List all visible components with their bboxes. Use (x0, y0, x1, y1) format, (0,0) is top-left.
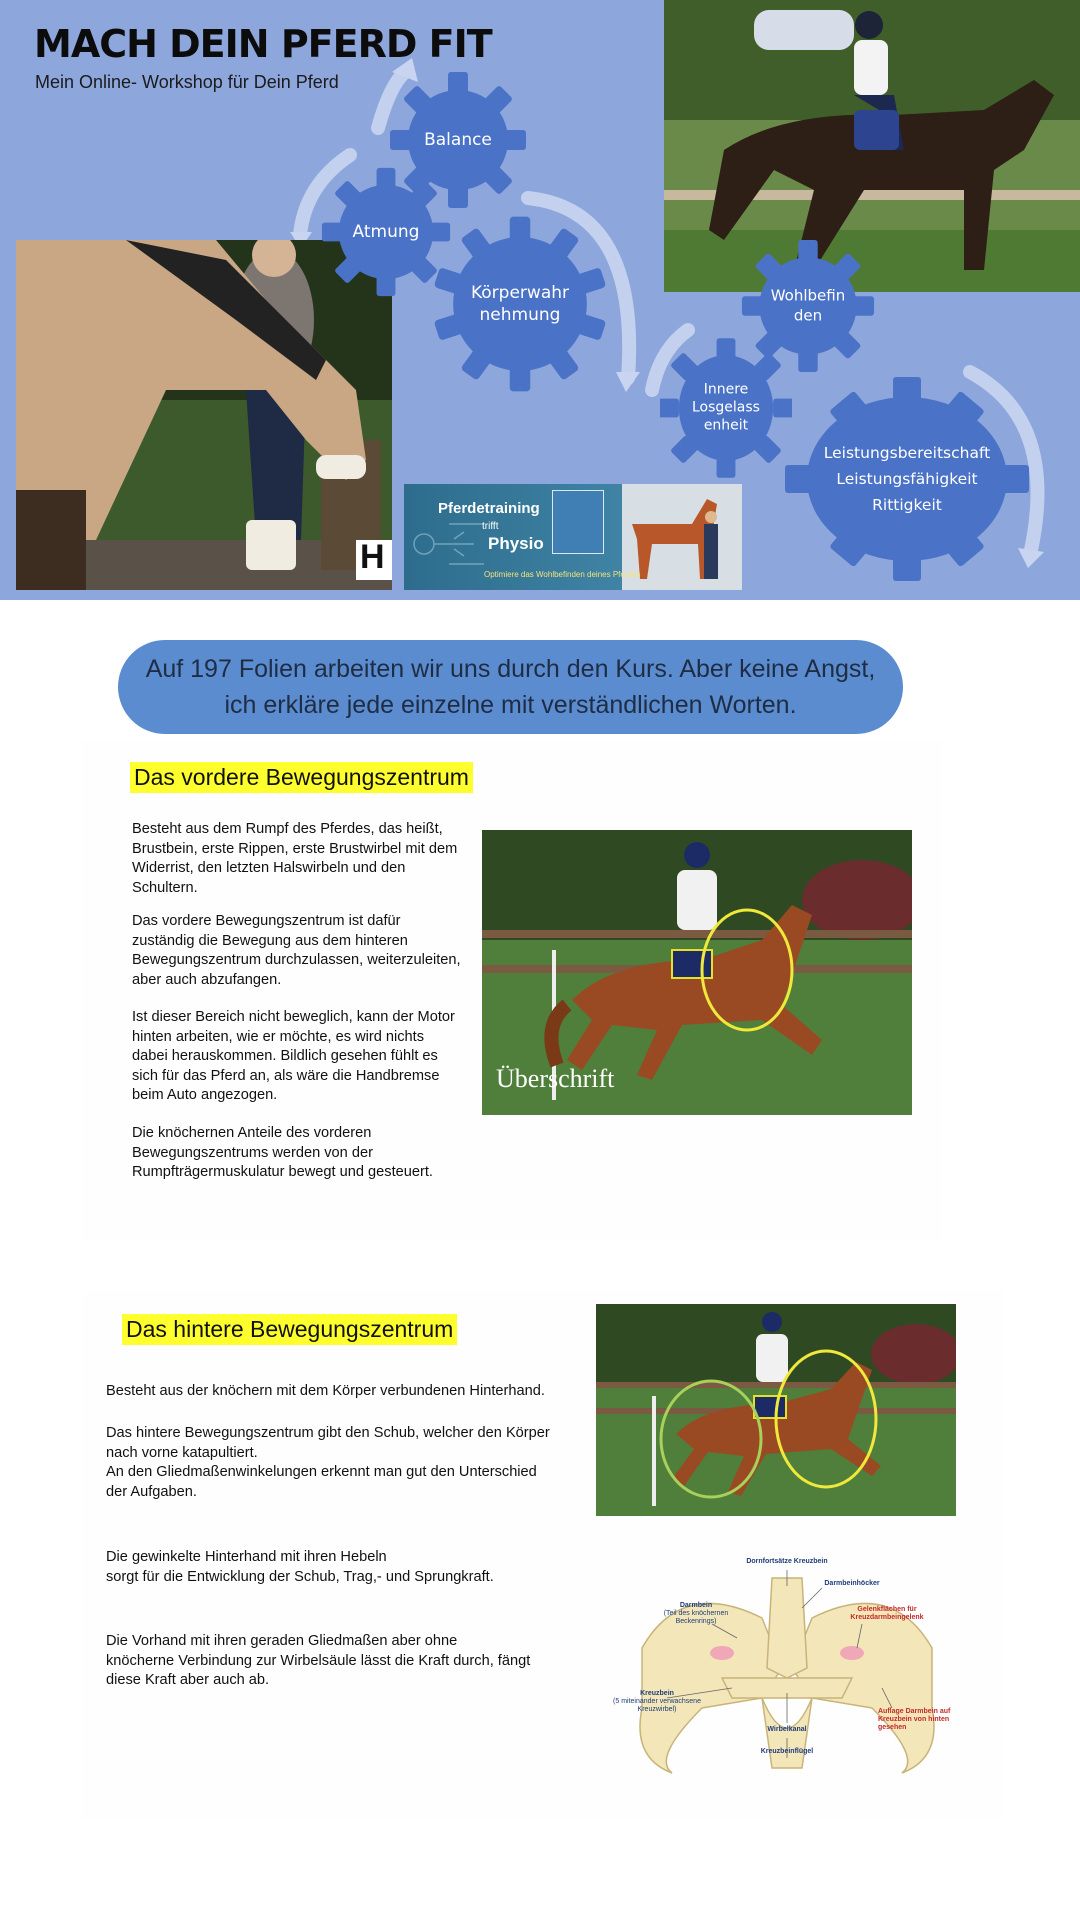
section-rear-paragraph: Besteht aus der knöchern mit dem Körper verbundenen Hinterhand. (106, 1383, 545, 1399)
gear-label: Wohlbefin (770, 286, 846, 305)
gear-label: Leistungsbereitschaft (823, 444, 991, 462)
gear-koerperwahrnehmung (430, 214, 610, 394)
anatomy-label-r3-line: Auflage Darmbein auf (878, 1708, 951, 1715)
section-front-paragraph: Besteht aus dem Rumpf des Pferdes, das heißt, Brustbein, erste Rippen, erste Brustwirbel mit dem Widerrist, den letzten Halswirbeln und den Schultern. (132, 821, 458, 896)
pill-line-1: Auf 197 Folien arbeiten wir uns durch den Kurs. Aber keine Angst, (145, 655, 876, 683)
pelvis-anatomy-diagram (612, 1558, 962, 1790)
section-front-paragraph: Ist dieser Bereich nicht beweglich, kann der Motor hinten arbeiten, wie er möchte, es wird nichts dabei herauskommen. Bildlich gesehen fühlt es sich für das Pferd an, als wäre die Handbremse beim Auto angezogen. (132, 1009, 455, 1104)
hero-title: MACH DEIN PFERD FIT (34, 22, 492, 66)
section-front-heading: Das vordere Bewegungszentrum (130, 762, 473, 793)
anatomy-label-r3-line: Kreuzbein von hinten (878, 1716, 950, 1723)
anatomy-label-l1 (656, 1602, 736, 1626)
hero-subtitle: Mein Online- Workshop für Dein Pferd (35, 72, 339, 92)
anatomy-label-r2-line: Gelenkflächen für (857, 1606, 917, 1613)
anatomy-label-r3-line: gesehen (878, 1724, 907, 1731)
anatomy-label-l2-line: Kreuzwirbel) (637, 1706, 677, 1713)
anatomy-label-l1-line: (Teil des knöchernen (663, 1610, 729, 1617)
anatomy-label-r1: Darmbeinhöcker (824, 1580, 880, 1587)
pill-line-2: ich erkläre jede einzelne mit verständlichen Worten. (224, 691, 797, 719)
anatomy-label-l2-line: (5 miteinander verwachsene (613, 1698, 701, 1705)
section-front-paragraph: Die knöchernen Anteile des vorderen Bewegungszentrums werden von der Rumpfträgermuskulatur bewegt und gesteuert. (132, 1125, 433, 1181)
anatomy-label-r3 (878, 1708, 962, 1732)
photo-jumping-horse-rear (596, 1304, 956, 1516)
gear-leistung (782, 374, 1032, 584)
anatomy-label-r2 (842, 1606, 932, 1622)
photo-jumping-horse-front (482, 830, 912, 1115)
anatomy-label-l2-line: Kreuzbein (640, 1690, 674, 1697)
section-rear-paragraph: Das hintere Bewegungszentrum gibt den Schub, welcher den Körper nach vorne katapultiert. An den Gliedmaßenwinkelungen erkennt man gut den Unterschied der Aufgaben. (106, 1425, 550, 1500)
gear-label: Losgelass (692, 399, 760, 416)
anatomy-label-top: Dornfortsätze Kreuzbein (746, 1558, 828, 1565)
anatomy-label-r2-line: Kreuzdarmbeingelenk (850, 1614, 924, 1621)
book-cover (552, 490, 604, 554)
gear-label: den (793, 306, 823, 324)
banner-line3: Physio (488, 534, 544, 553)
section-rear-paragraph: Die gewinkelte Hinterhand mit ihren Hebeln sorgt für die Entwicklung der Schub, Trag,- und Sprungkraft. (106, 1549, 494, 1585)
promo-banner (404, 484, 742, 590)
section-rear-heading: Das hintere Bewegungszentrum (122, 1314, 457, 1345)
anatomy-label-l2 (612, 1690, 702, 1714)
gear-label: Atmung (352, 221, 420, 242)
arena-letter: H (360, 538, 385, 576)
gear-label: Innere (703, 381, 749, 398)
anatomy-label-l1-line: Beckenrings) (675, 1618, 717, 1625)
gear-losgelassenheit (660, 334, 792, 482)
gear-label: Rittigkeit (872, 496, 942, 514)
section-front (82, 740, 942, 1240)
gear-label: nehmung (479, 305, 561, 325)
banner-line1: Pferdetraining (438, 500, 540, 517)
hero-banner (0, 0, 1080, 600)
gear-label: Körperwahr (470, 282, 569, 303)
anatomy-label-bottom: Kreuzbeinflügel (760, 1748, 814, 1755)
section-rear (82, 1290, 1002, 1820)
banner-line4: Optimiere das Wohlbefinden deines Pferdes (484, 570, 641, 579)
gear-label: enheit (703, 418, 749, 435)
gear-label: Leistungsfähigkeit (836, 470, 978, 488)
anatomy-label-mid: Wirbelkanal (767, 1726, 807, 1733)
image-caption: Überschrift (496, 1064, 615, 1093)
info-pill (118, 640, 903, 734)
banner-line2: trifft (482, 521, 499, 532)
section-front-paragraph: Das vordere Bewegungszentrum ist dafür zuständig die Bewegung aus dem hinteren Bewegungszentrum durchzulassen, weiterzuleiten, aber auch abzufangen. (132, 913, 461, 988)
section-rear-paragraph: Die Vorhand mit ihren geraden Gliedmaßen aber ohne knöcherne Verbindung zur Wirbelsäule lässt die Kraft durch, fängt diese Kraft aber auch ab. (106, 1633, 531, 1689)
anatomy-label-l1-line: Darmbein (679, 1602, 713, 1609)
gear-label: Balance (424, 129, 492, 150)
